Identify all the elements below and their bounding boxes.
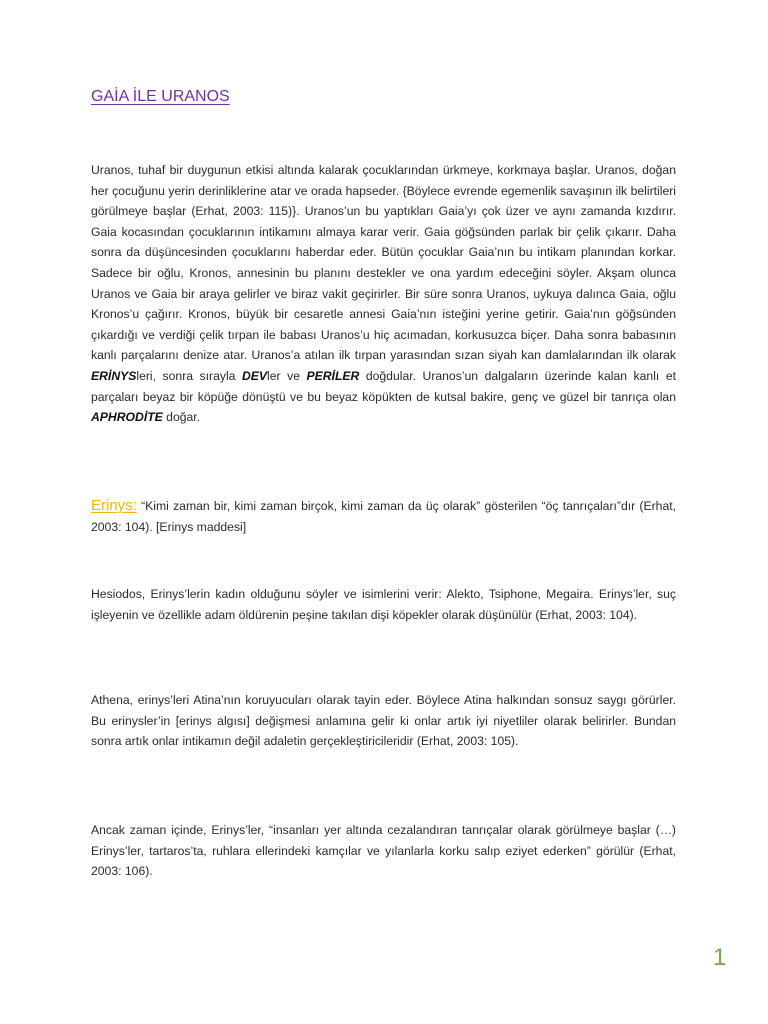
paragraph-athena: Athena, erinys’leri Atina’nın koruyucuları olarak tayin eder. Böylece Atina halkından sonsuz saygı görürler. Bu erinysler’in [erinys algısı] değişmesi anlamına gelir ki onlar artık iyi niyetliler olarak belirirler. Bundan sonra artık onlar intikamın değil adaletin gerçekleştiricileridir (Erhat, 2003: 105). bbox=[91, 693, 676, 749]
paragraph-hesiodos: Hesiodos, Erinys’lerin kadın olduğunu söyler ve isimlerini verir: Alekto, Tsiphone, Megaira. Erinys’ler, suç işleyenin ve özellikle adam öldürenin peşine takılan dişi köpekler olarak düşünülür (Erhat, 2003: 104). bbox=[91, 587, 676, 622]
document-title[interactable]: GAİA İLE URANOS bbox=[91, 88, 230, 105]
emphasis-aphrodite: APHRODİTE bbox=[91, 410, 163, 425]
emphasis-dev: DEV bbox=[241, 368, 268, 383]
paragraph-text: “Kimi zaman bir, kimi zaman birçok, kimi zaman da üç olarak” gösterilen “öç tanrıçaları”dır (Erhat, 2003: 104). [Erinys maddesi] bbox=[91, 499, 676, 534]
paragraph-gaia-uranos bbox=[91, 160, 676, 428]
page-number: 1 bbox=[713, 944, 727, 971]
paragraph-text: doğdular. Uranos’un dalgaların üzerinde kalan kanlı et parçaları beyaz bir köpüğe dönüştü ve bu beyaz köpükten de kutsal bakire, genç ve güzel bir tanrıça olan bbox=[91, 368, 676, 404]
term-erinys-link[interactable]: Erinys: bbox=[91, 497, 137, 514]
paragraph-text: Uranos, tuhaf bir duygunun etkisi altında kalarak çocuklarından ürkmeye, korkmaya başlar. Uranos, doğan her çocuğunu yerin derinliklerine atar ve orada hapseder. {Böylece evrende egemenlik savaşının ilk belirtileri görülmeye başlar (Erhat, 2003: 115)}. Uranos’un bu yaptıkları Gaia’yı çok üzer ve aynı zamanda kızdırır. Gaia kocasından çocuklarının intikamını almaya karar verir. Gaia göğsünden parlak bir çelik çıkarır. Daha sonra da düşüncesinden çocuklarını haberdar eder. Bütün çocuklar Gaia’nın bu intikam planından korkar. Sadece bir oğlu, Kronos, annesinin bu planını destekler ve ona yardım edeceğini söyler. Akşam olunca Uranos ve Gaia bir araya gelirler ve biraz vakit geçirirler. Bir süre sonra Uranos, uykuya dalınca Gaia, oğlu Kronos’u çağırır. Kronos, büyük bir cesaretle annesi Gaia’nın isteğini yerine getirir. Gaia’nın göğsünden çıkardığı ve verdiği çelik tırpan ile babası Uranos’u hiç acımadan, korkusuzca biçer. Daha sonra babasının kanlı parçalarını denize atar. Uranos’a atılan ilk tırpan yarasından sızan siyah kan damlalarından ilk olarak bbox=[91, 163, 676, 363]
paragraph-text: doğar. bbox=[162, 410, 201, 425]
paragraph-text: leri, sonra sırayla bbox=[136, 368, 242, 383]
emphasis-periler: PERİLER bbox=[306, 368, 360, 383]
emphasis-erinys: ERİNYS bbox=[91, 368, 137, 383]
paragraph-tartaros: Ancak zaman içinde, Erinys’ler, “insanları yer altında cezalandıran tanrıçalar olarak görülmeye başlar (…) Erinys’ler, tartaros’ta, ruhlara ellerindeki kamçılar ve yılanlarla korku salıp eziyet ederken” görülür (Erhat, 2003: 106). bbox=[91, 823, 676, 879]
paragraph-text: ler ve bbox=[267, 368, 307, 383]
paragraph-erinys-definition bbox=[91, 496, 676, 537]
